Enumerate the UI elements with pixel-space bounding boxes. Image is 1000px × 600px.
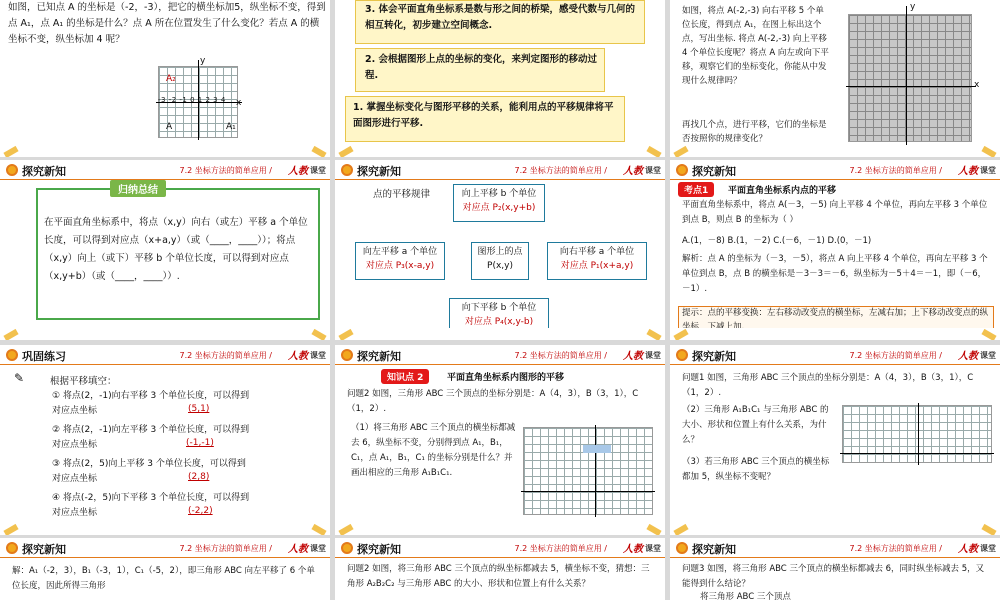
slide-footer — [670, 328, 1000, 340]
slide-header — [670, 160, 1000, 180]
box-center — [471, 242, 529, 280]
box-right-point: 对应点 P₁(x+a,y) — [560, 261, 634, 272]
header-logo: 人教 — [623, 544, 643, 555]
header-course: 课堂 — [645, 544, 661, 553]
y-axis — [906, 6, 907, 146]
question-part-2: （2）三角形 A₁B₁C₁ 与三角形 ABC 的大小、形状和位置上有什么关系，为什么？ — [682, 405, 829, 445]
pencil-icon — [311, 524, 326, 535]
question-options: A.(1，－8) B.(1，－2) C.(－6，－1) D.(0，－1) — [682, 236, 872, 246]
header-dot-icon — [676, 542, 688, 554]
header-title: 探究新知 — [357, 543, 401, 556]
slide-footer — [0, 328, 330, 340]
slide-5[interactable] — [335, 160, 665, 340]
exercise-1: ① 将点(2，-1)向右平移 3 个单位长度，可以得到对应点坐标 — [52, 391, 250, 416]
tip-text: 提示：点的平移变换：左右移动改变点的横坐标，左减右加；上下移动改变点的纵 — [682, 308, 989, 318]
slide-header — [670, 538, 1000, 558]
answer-2: (-1,-1) — [186, 438, 214, 448]
slide-header — [335, 538, 665, 558]
pencil-icon — [646, 524, 661, 535]
header-logo: 人教 — [288, 544, 308, 555]
pencil-icon — [646, 329, 661, 340]
pencil-icon — [646, 146, 661, 157]
header-chapter: 7.2 坐标方法的简单应用 / — [849, 166, 942, 175]
topic-title: 平面直角坐标系内图形的平移 — [447, 373, 565, 383]
summary-badge: 归纳总结 — [110, 180, 166, 197]
exercise-3: ③ 将点(2，5)向上平移 3 个单位长度，可以得到对应点坐标 — [52, 459, 246, 484]
exercise-4: ④ 将点(-2，5)向下平移 3 个单位长度，可以得到对应点坐标 — [52, 493, 250, 518]
slide-3[interactable] — [670, 0, 1000, 157]
header-course: 课堂 — [645, 351, 661, 360]
header-dot-icon — [6, 542, 18, 554]
box-down-text: 向下平移 b 个单位 — [461, 303, 537, 313]
answer-4: (-2,2) — [188, 506, 213, 516]
slide-4[interactable] — [0, 160, 330, 340]
pencil-icon — [3, 329, 18, 340]
slide-header — [670, 345, 1000, 365]
slide-12[interactable] — [670, 538, 1000, 600]
header-title: 探究新知 — [692, 350, 736, 363]
pencil-icon — [3, 524, 18, 535]
box-left — [355, 242, 445, 280]
pencil-ruler-icon: ✎ — [14, 371, 25, 385]
question-text-2: 将三角形 ABC 三个顶点 — [700, 592, 791, 600]
box-left-text: 向左平移 a 个单位 — [362, 247, 438, 257]
goal-3-text: 3. 体会平面直角坐标系是数与形之间的桥梁，感受代数与几何的相互转化，初步建立空间概念. — [365, 4, 636, 32]
header-dot-icon — [341, 349, 353, 361]
header-title: 巩固练习 — [22, 350, 66, 363]
x-axis — [840, 453, 994, 454]
slide-1-text: 如图，已知点 A 的坐标是（-2，-3），把它的横坐标加5，纵坐标不变，得到点 A₁，点 A₁ 的坐标是什么？点 A 所在位置发生了什么变化？若点 A 的横坐标不变，纵坐标加 4 呢？ — [8, 2, 326, 46]
header-dot-icon — [676, 164, 688, 176]
slide-6[interactable] — [670, 160, 1000, 340]
pencil-icon — [673, 329, 688, 340]
slide-7[interactable] — [0, 345, 330, 535]
topic-tag: 考点1 — [678, 182, 714, 197]
header-dot-icon — [6, 164, 18, 176]
header-chapter: 7.2 坐标方法的简单应用 / — [179, 351, 272, 360]
y-axis — [918, 403, 919, 465]
header-chapter: 7.2 坐标方法的简单应用 / — [514, 166, 607, 175]
header-logo: 人教 — [958, 166, 978, 177]
coordinate-grid — [523, 427, 653, 515]
header-chapter: 7.2 坐标方法的简单应用 / — [514, 351, 607, 360]
slide-footer — [0, 145, 330, 157]
header-logo: 人教 — [623, 166, 643, 177]
answer-3: (2,8) — [188, 472, 210, 482]
slide-header — [335, 160, 665, 180]
rule-title: 点的平移规律 — [373, 189, 431, 200]
pencil-icon — [338, 524, 353, 535]
topic-title: 平面直角坐标系内点的平移 — [728, 186, 837, 196]
header-course: 课堂 — [980, 544, 996, 553]
goal-1-text: 1. 掌握坐标变化与图形平移的关系，能利用点的平移规律将平面图形进行平移. — [353, 102, 614, 130]
header-logo: 人教 — [288, 166, 308, 177]
box-up-point: 对应点 P₂(x,y+b) — [462, 203, 536, 214]
pencil-icon — [673, 146, 688, 157]
y-axis-label: y — [910, 2, 916, 12]
coordinate-grid — [842, 405, 992, 463]
box-down-point: 对应点 P₄(x,y-b) — [464, 317, 534, 328]
y-axis — [595, 425, 596, 517]
pencil-icon — [981, 146, 996, 157]
x-ticks: -3 -2 -1 0 1 2 3 4 — [158, 96, 226, 104]
slide-11[interactable] — [335, 538, 665, 600]
point-A-label: A — [166, 122, 173, 132]
slide-1[interactable] — [0, 0, 330, 157]
header-chapter: 7.2 坐标方法的简单应用 / — [179, 544, 272, 553]
pencil-icon — [3, 146, 18, 157]
header-course: 课堂 — [980, 166, 996, 175]
exercise-2: ② 将点(2，-1)向左平移 3 个单位长度，可以得到对应点坐标 — [52, 425, 250, 450]
slide-10[interactable] — [0, 538, 330, 600]
summary-text: 在平面直角坐标系中，将点（x,y）向右（或左）平移 a 个单位长度，可以得到对应点（x+a,y）（或（____，____））；将点（x,y）向上（或下）平移 b 个单位长度，可以得到对应点（x,y+b）（或（____，____））. — [44, 217, 308, 283]
slide-3-text: 如图，将点 A(-2,-3) 向右平移 5 个单位长度，得到点 A₁，在图上标出这个点，写出坐标. 将点 A(-2,-3) 向上平移 4 个单位长度呢？将点 A 向左或向下平移，观察它们的坐标变化，你能从中发现什么规律吗？ — [682, 6, 829, 87]
x-axis-label: x — [236, 98, 242, 108]
header-logo: 人教 — [623, 351, 643, 362]
x-axis — [521, 491, 655, 492]
slide-3-text-2: 再找几个点，进行平移，它们的坐标是否按照你的规律变化？ — [682, 120, 827, 145]
pencil-icon — [981, 329, 996, 340]
header-title: 探究新知 — [357, 165, 401, 178]
y-axis-label: y — [200, 56, 206, 66]
box-right-text: 向右平移 a 个单位 — [559, 247, 635, 257]
header-title: 探究新知 — [692, 165, 736, 178]
x-axis — [846, 86, 976, 87]
arrow-left-icon — [583, 445, 611, 453]
header-chapter: 7.2 坐标方法的简单应用 / — [179, 166, 272, 175]
goal-2-text: 2. 会根据图形上点的坐标的变化，来判定图形的移动过程. — [365, 54, 598, 82]
header-chapter: 7.2 坐标方法的简单应用 / — [514, 544, 607, 553]
header-dot-icon — [341, 164, 353, 176]
slide-footer — [335, 328, 665, 340]
question-part-3: （3）若三角形 ABC 三个顶点的横坐标都加 5，纵坐标不变呢？ — [682, 457, 830, 482]
point-A2-label: A₂ — [166, 74, 176, 84]
slide-header — [335, 345, 665, 365]
slide-footer — [335, 145, 665, 157]
header-title: 探究新知 — [357, 350, 401, 363]
slide-footer — [670, 145, 1000, 157]
header-course: 课堂 — [310, 544, 326, 553]
question-text: 问题2 如图，三角形 ABC 三个顶点的坐标分别是：A（4，3），B（3，1），C（1，2）. — [347, 389, 639, 414]
coordinate-grid — [848, 14, 972, 142]
slide-header — [0, 160, 330, 180]
header-logo: 人教 — [958, 544, 978, 555]
header-chapter: 7.2 坐标方法的简单应用 / — [849, 544, 942, 553]
question-text: 问题2 如图，将三角形 ABC 三个顶点的纵坐标都减去 5，横坐标不变，猜想：三角形 A₂B₂C₂ 与三角形 ABC 的大小、形状和位置上有什么关系？ — [347, 564, 650, 589]
header-course: 课堂 — [310, 166, 326, 175]
header-title: 探究新知 — [692, 543, 736, 556]
box-up — [453, 184, 545, 222]
header-dot-icon — [6, 349, 18, 361]
point-A1-label: A₁ — [226, 122, 236, 132]
header-course: 课堂 — [980, 351, 996, 360]
exercise-intro: 根据平移填空： — [50, 376, 117, 387]
question-part-1: （1）将三角形 ABC 三个顶点的横坐标都减去 6，纵坐标不变，分别得到点 A₁，B₁，C₁，点 A₁，B₁，C₁ 的坐标分别是什么？并画出相应的三角形 A₁B₁C₁. — [351, 423, 516, 478]
slide-header — [0, 538, 330, 558]
pencil-icon — [338, 146, 353, 157]
topic-tag: 知识点 2 — [381, 369, 429, 384]
header-dot-icon — [676, 349, 688, 361]
question-text: 平面直角坐标系中，将点 A(－3，－5) 向上平移 4 个单位，再向左平移 3 个单位到点 B，则点 B 的坐标为（ ） — [682, 200, 988, 225]
slide-footer — [335, 523, 665, 535]
pencil-icon — [311, 329, 326, 340]
pencil-icon — [673, 524, 688, 535]
header-title: 探究新知 — [22, 165, 66, 178]
x-axis-label: x — [974, 80, 980, 90]
box-right — [547, 242, 647, 280]
slide-header — [0, 345, 330, 365]
slide-footer — [0, 523, 330, 535]
question-text: 问题3 如图，将三角形 ABC 三个顶点的横坐标都减去 6，同时纵坐标减去 5，又能得到什么结论？ — [682, 564, 985, 589]
slide-8[interactable] — [335, 345, 665, 535]
solution-text: 解析：点 A 的坐标为（－3，－5），将点 A 向上平移 4 个单位，再向左平移 3 个单位到点 B，点 B 的横坐标是－3－3＝－6，纵坐标为－5＋4＝－1，即（－6，－1）. — [682, 254, 988, 294]
pencil-icon — [338, 329, 353, 340]
box-center-text: 图形上的点 P(x,y) — [477, 247, 523, 272]
header-logo: 人教 — [958, 351, 978, 362]
box-up-text: 向上平移 b 个单位 — [461, 189, 537, 199]
header-dot-icon — [341, 542, 353, 554]
solution-text: 解：A₁（-2，3），B₁（-3，1），C₁（-5，2），即三角形 ABC 向左平移了 6 个单位长度，因此所得三角形 — [12, 566, 315, 591]
slide-9[interactable] — [670, 345, 1000, 535]
box-left-point: 对应点 P₃(x-a,y) — [365, 261, 435, 272]
pencil-icon — [981, 524, 996, 535]
header-title: 探究新知 — [22, 543, 66, 556]
header-course: 课堂 — [645, 166, 661, 175]
slide-2[interactable] — [335, 0, 665, 157]
header-course: 课堂 — [310, 351, 326, 360]
answer-1: (5,1) — [188, 404, 210, 414]
header-chapter: 7.2 坐标方法的简单应用 / — [849, 351, 942, 360]
pencil-icon — [311, 146, 326, 157]
question-text: 问题1 如图，三角形 ABC 三个顶点的坐标分别是：A（4，3），B（3，1），C（1，2）. — [682, 373, 974, 398]
header-logo: 人教 — [288, 351, 308, 362]
slide-footer — [670, 523, 1000, 535]
